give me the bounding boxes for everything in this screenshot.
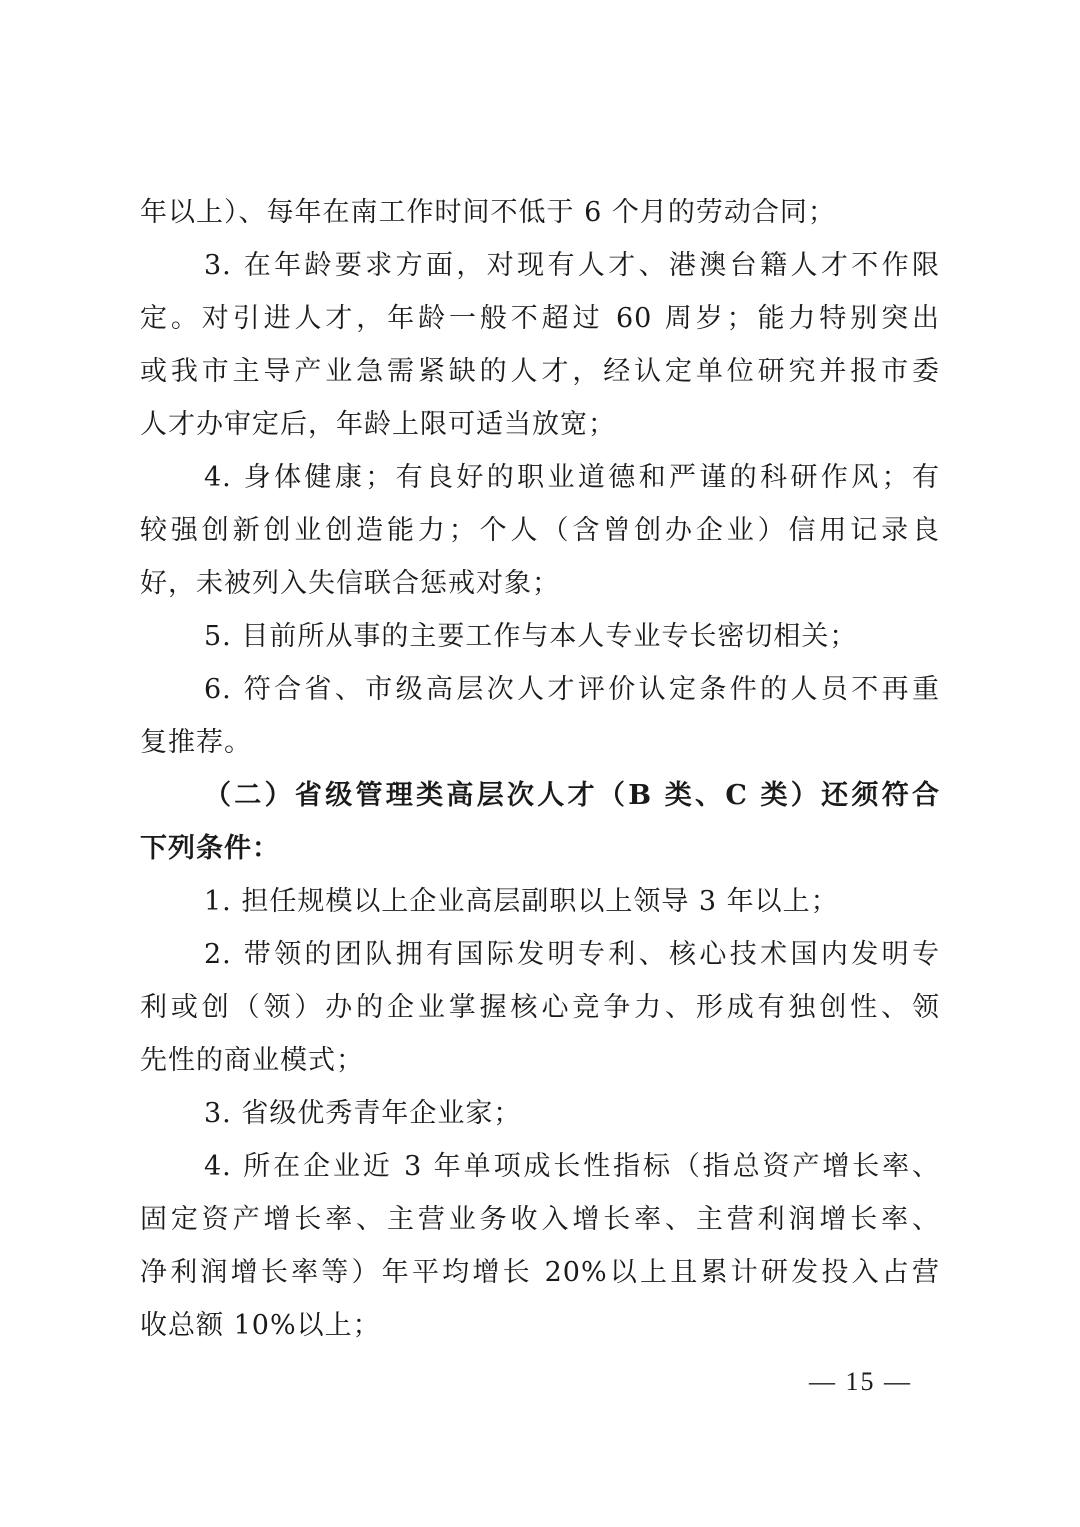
- text-line: 4. 身体健康；有良好的职业道德和严谨的科研作风；有: [204, 462, 940, 493]
- text-line: 收总额 10%以上；: [140, 1310, 381, 1341]
- text-line: 6. 符合省、市级高层次人才评价认定条件的人员不再重: [204, 674, 940, 705]
- text-line: 或我市主导产业急需紧缺的人才，经认定单位研究并报市委: [140, 356, 940, 387]
- text-line: 1. 担任规模以上企业高层副职以上领导 3 年以上；: [204, 886, 839, 917]
- body-text: [140, 186, 940, 1352]
- text-line: 固定资产增长率、主营业务收入增长率、主营利润增长率、: [140, 1204, 940, 1235]
- text-line: 好，未被列入失信联合惩戒对象；: [140, 568, 560, 599]
- text-line: 较强创新创业创造能力；个人（含曾创办企业）信用记录良: [140, 515, 940, 546]
- text-line: 4. 所在企业近 3 年单项成长性指标（指总资产增长率、: [204, 1151, 940, 1182]
- text-line: 3. 在年龄要求方面，对现有人才、港澳台籍人才不作限: [204, 250, 940, 281]
- text-line: 净利润增长率等）年平均增长 20%以上且累计研发投入占营: [140, 1257, 940, 1288]
- text-line: 定。对引进人才，年龄一般不超过 60 周岁；能力特别突出: [140, 303, 940, 334]
- text-line: 下列条件：: [140, 833, 280, 864]
- text-line: （二）省级管理类高层次人才（B 类、C 类）还须符合: [204, 780, 940, 811]
- text-line: 年以上）、每年在南工作时间不低于 6 个月的劳动合同；: [140, 197, 836, 228]
- text-line: 利或创（领）办的企业掌握核心竞争力、形成有独创性、领: [140, 992, 940, 1023]
- text-line: 复推荐。: [140, 727, 252, 758]
- text-line: 2. 带领的团队拥有国际发明专利、核心技术国内发明专: [204, 939, 940, 970]
- text-line: 3. 省级优秀青年企业家；: [204, 1098, 522, 1129]
- page-number: — 15 —: [809, 1367, 912, 1396]
- text-line: 5. 目前所从事的主要工作与本人专业专长密切相关；: [204, 621, 858, 652]
- text-line: 先性的商业模式；: [140, 1045, 364, 1076]
- text-line: 人才办审定后，年龄上限可适当放宽；: [140, 409, 616, 440]
